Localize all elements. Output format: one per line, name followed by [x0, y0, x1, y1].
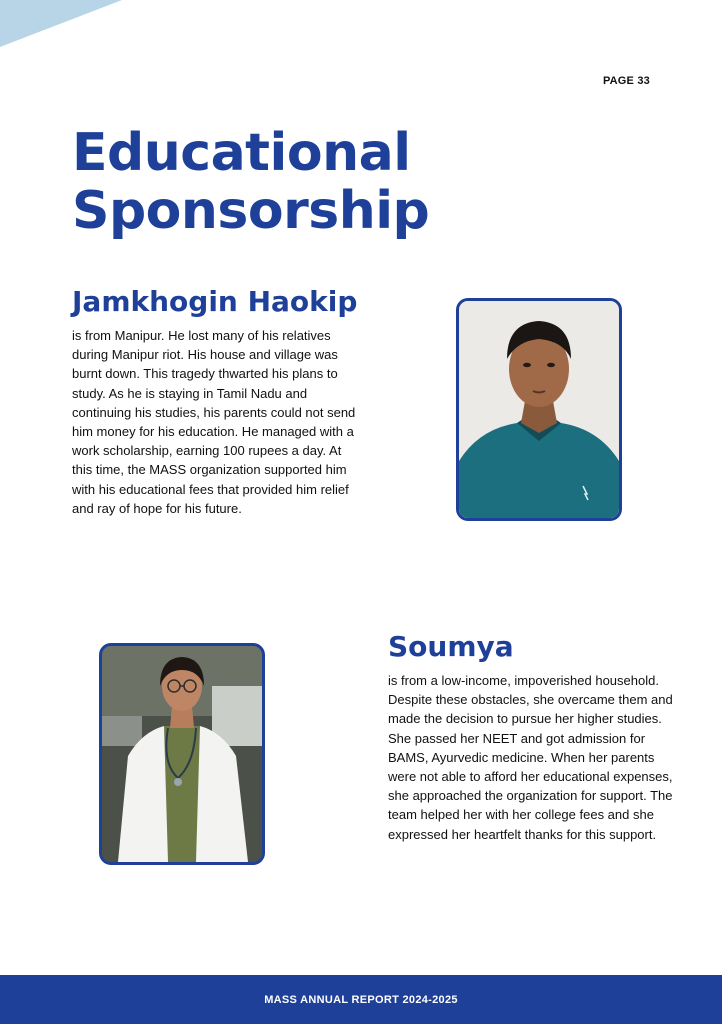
- woman-portrait-icon: [102, 646, 262, 862]
- page-title-line-2: Sponsorship: [72, 181, 430, 241]
- profile-name-jamkhogin: Jamkhogin Haokip: [72, 285, 358, 318]
- page-title: [72, 124, 429, 240]
- footer-bar: [0, 975, 722, 1024]
- corner-decoration: [0, 0, 130, 50]
- profile-bio-jamkhogin: is from Manipur. He lost many of his relatives during Manipur riot. His house and village was burnt down. This tragedy thwarted his plans to study. As he is staying in Tamil Nadu and continuing his studies, his parents could not send him money for his education. He managed with a work scholarship, earning 100 rupees a day. At this time, the MASS organization supported him with his educational fees that provided him relief and ray of hope for his future.: [72, 328, 356, 516]
- profile-name-soumya: Soumya: [388, 630, 514, 663]
- profile-photo-soumya: [99, 643, 265, 865]
- footer-text: MASS ANNUAL REPORT 2024-2025: [264, 993, 458, 1006]
- page-title-line-1: Educational: [72, 123, 411, 183]
- man-portrait-icon: [459, 301, 619, 518]
- profile-photo-jamkhogin: [456, 298, 622, 521]
- profile-bio-soumya: is from a low-income, impoverished household. Despite these obstacles, she overcame them and made the decision to pursue her higher studies. She passed her NEET and got admission for BAMS, Ayurvedic medicine. When her parents were not able to afford her educational expenses, she approached the organization for support. The team helped her with her college fees and she expressed her heartfelt thanks for this support.: [388, 673, 673, 842]
- page-number: PAGE 33: [602, 75, 650, 87]
